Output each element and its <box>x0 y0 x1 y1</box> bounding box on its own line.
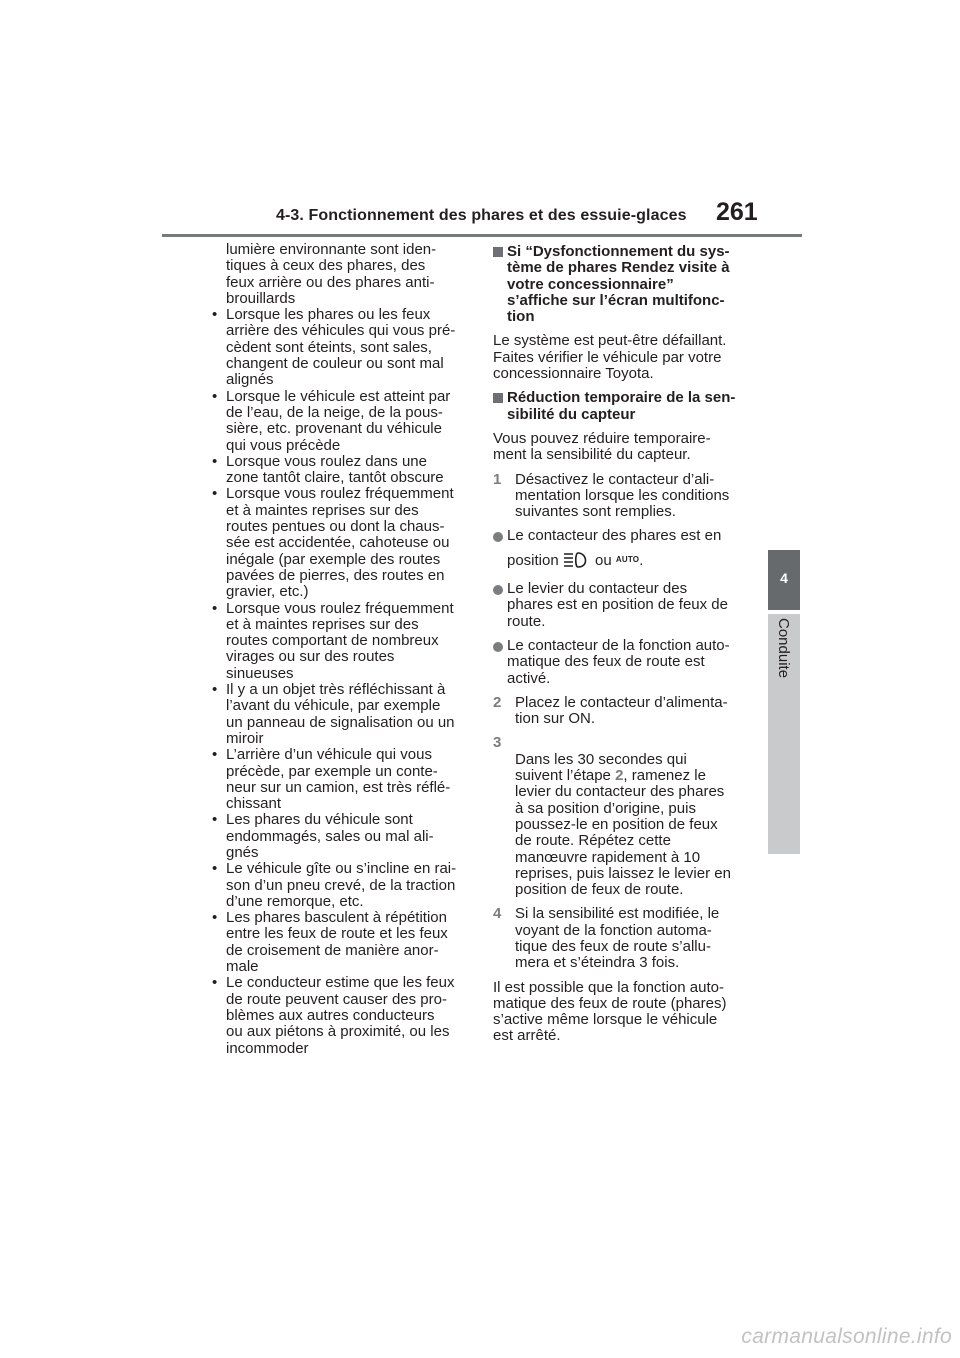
list-item-text: Lorsque le véhicule est atteint par de l’eau, de la neige, de la pous- sière, etc. provenant du véhicule qui vous précède <box>226 387 451 454</box>
list-item-text: Le véhicule gîte ou s’incline en rai- son d’un pneu crevé, de la traction d’une remorque, etc. <box>226 860 457 910</box>
list-item <box>202 454 478 487</box>
step-text: Placez le contacteur d’alimenta- tion sur ON. <box>515 693 728 728</box>
bullet-icon: • <box>212 599 218 617</box>
section-heading-malfunction <box>493 244 763 325</box>
paragraph: Vous pouvez réduire temporaire- ment la sensibilité du capteur. <box>493 429 711 464</box>
list-item <box>202 389 478 454</box>
section-heading-text: Si “Dysfonctionnement du sys- tème de phares Rendez visite à votre concessionnaire” s’affiche sur l’écran multifonc- tion <box>507 243 730 326</box>
bullet-icon: • <box>212 860 218 878</box>
step-reference: 2 <box>615 767 624 785</box>
bullet-icon: • <box>212 485 218 503</box>
step-number: 4 <box>493 905 502 923</box>
square-bullet-icon <box>493 247 503 257</box>
step-text: Si la sensibilité est modifiée, le voyant de la fonction automa- tique des feux de route s’allu- mera et s’éteindra 3 fois. <box>515 905 720 972</box>
step-number: 3 <box>493 734 502 752</box>
bullet-icon: • <box>212 974 218 992</box>
list-item <box>202 486 478 600</box>
list-item-text: Lorsque les phares ou les feux arrière des véhicules qui vous pré- cèdent sont éteints, sont sales, changent de couleur ou sont mal alignés <box>226 306 456 389</box>
list-item <box>202 682 478 747</box>
section-title: 4-3. Fonctionnement des phares et des essuie-glaces <box>276 207 687 224</box>
step-text: Désactivez le contacteur d’ali- mentation lorsque les conditions suivantes sont remplies. <box>515 470 730 521</box>
dot-bullet-icon <box>493 585 503 595</box>
step-2 <box>493 695 763 728</box>
continued-text <box>202 242 478 307</box>
list-item-text: L’arrière d’un véhicule qui vous précède, par exemple un conte- neur sur un camion, est très réflé- chissant <box>226 746 451 813</box>
list-item-text: Il y a un objet très réfléchissant à l’avant du véhicule, par exemple un panneau de signalisation ou un miroir <box>226 681 455 747</box>
list-item <box>202 747 478 812</box>
left-column <box>202 242 478 1057</box>
square-bullet-icon <box>493 393 503 403</box>
step-number: 2 <box>493 693 502 711</box>
chapter-label: Conduite <box>775 618 792 679</box>
dot-bullet-icon <box>493 642 503 652</box>
list-item-text: Les phares basculent à répétition entre les feux de route et les feux de croisement de manière anor- male <box>226 909 448 976</box>
continued-text-body: lumière environnante sont iden- tiques à ceux des phares, des feux arrière ou des phares anti- brouillards <box>226 241 437 307</box>
list-item <box>202 910 478 975</box>
section-heading-text: Réduction temporaire de la sen- sibilité du capteur <box>507 389 736 423</box>
dot-bullet-icon <box>493 532 503 542</box>
step-number: 1 <box>493 470 502 488</box>
condition-text: Le levier du contacteur des phares est en position de feux de route. <box>507 580 728 630</box>
condition-text-end: . <box>639 551 644 569</box>
right-column <box>493 244 763 1045</box>
step-1 <box>493 472 763 521</box>
step-3 <box>493 735 763 898</box>
bullet-icon: • <box>212 306 218 324</box>
bullet-icon: • <box>212 746 218 764</box>
list-item-text: Les phares du véhicule sont endommagés, sales ou mal ali- gnés <box>226 811 434 861</box>
bullet-icon: • <box>212 387 218 405</box>
step-text: Dans les 30 secondes qui suivent l’étape <box>515 750 687 785</box>
page-number: 261 <box>716 198 758 226</box>
condition-text: Le contacteur des phares est en <box>507 527 722 545</box>
list-item <box>202 861 478 910</box>
section-heading-sensitivity <box>493 390 763 423</box>
bullet-icon: • <box>212 452 218 470</box>
bullet-icon: • <box>212 909 218 927</box>
list-item-text: Lorsque vous roulez dans une zone tantôt claire, tantôt obscure <box>226 452 444 487</box>
paragraph: Il est possible que la fonction auto- matique des feux de route (phares) s’active même lorsque le véhicule est arrêté. <box>493 978 727 1045</box>
list-item-text: Lorsque vous roulez fréquemment et à maintes reprises sur des routes comportant de nombreux virages ou sur des routes sinueuses <box>226 599 454 682</box>
bullet-icon: • <box>212 681 218 699</box>
chapter-number: 4 <box>780 570 788 586</box>
list-item-text: Le conducteur estime que les feux de route peuvent causer des pro- blèmes aux autres conducteurs ou aux piétons à proximité, ou les incommoder <box>226 974 455 1057</box>
condition-text: Le contacteur de la fonction auto- matique des feux de route est activé. <box>507 636 730 687</box>
step-4 <box>493 906 763 971</box>
step-text-continued: , ramenez le levier du contacteur des phares à sa position d’origine, puis poussez-le en position de feux de route. Répétez cette manœuvre rapidement à 10 reprises, puis laissez le levier en position de feux de route. <box>515 767 731 899</box>
paragraph: Le système est peut-être défaillant. Faites vérifier le véhicule par votre concessionnaire Toyota. <box>493 332 727 383</box>
condition-2 <box>493 581 763 630</box>
list-item-text: Lorsque vous roulez fréquemment et à maintes reprises sur des routes pentues ou dont la chaus- sée est accidentée, cahoteuse ou inégale (par exemple des routes pavées de pierres, des routes en gravier, etc.) <box>226 485 454 601</box>
condition-text-or: ou <box>595 551 612 569</box>
auto-icon: AUTO <box>615 554 640 564</box>
list-item <box>202 307 478 388</box>
condition-3 <box>493 638 763 687</box>
list-item <box>202 601 478 682</box>
list-item <box>202 812 478 861</box>
high-beam-icon <box>563 551 591 573</box>
list-item <box>202 975 478 1056</box>
watermark: carmanualsonline.info <box>741 1325 952 1348</box>
bullet-icon: • <box>212 811 218 829</box>
condition-list <box>202 307 478 1057</box>
header-divider <box>162 234 802 237</box>
condition-1 <box>493 528 763 573</box>
condition-text-position: position <box>507 551 559 569</box>
